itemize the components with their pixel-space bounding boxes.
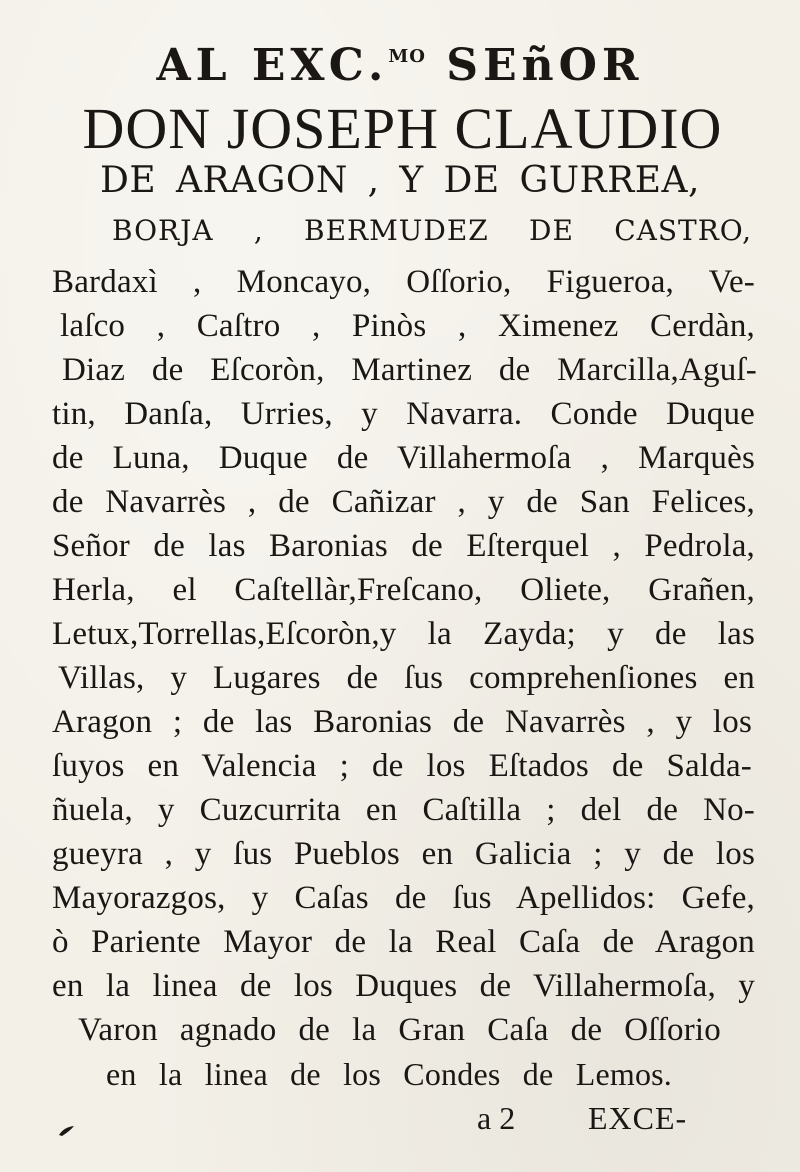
- body-text-line: Villas, y Lugares de ſus comprehenſiones en: [58, 660, 755, 696]
- dedication-title-main: AL EXC.: [156, 40, 389, 91]
- body-text-line: Varon agnado de la Gran Caſa de Oſſorio: [78, 1012, 721, 1048]
- dedicatee-lineage-line: BORJA , BERMUDEZ DE CASTRO,: [112, 214, 752, 247]
- catchword: EXCE-: [588, 1100, 688, 1136]
- dedicatee-surnames-line: DE ARAGON , Y DE GURREA,: [100, 160, 700, 201]
- body-text-line: Letux,Torrellas,Eſcoròn,y la Zayda; y de las: [52, 616, 755, 652]
- body-text-line: Diaz de Eſcoròn, Martinez de Marcilla,Aguſ-: [62, 352, 757, 388]
- body-text-line: de Luna, Duque de Villahermoſa , Marquès: [52, 440, 755, 476]
- body-text-line: gueyra , y ſus Pueblos en Galicia ; y de los: [52, 836, 755, 872]
- dedicatee-name: DON JOSEPH CLAUDIO: [82, 96, 723, 161]
- body-text-line: en la linea de los Condes de Lemos.: [106, 1056, 672, 1092]
- signature-mark: a 2: [477, 1100, 516, 1136]
- body-text-line: tin, Danſa, Urries, y Navarra. Conde Duque: [52, 396, 755, 432]
- body-text-line: Aragon ; de las Baronias de Navarrès , y los: [52, 704, 752, 740]
- body-text-line: ſuyos en Valencia ; de los Eſtados de Salda-: [52, 748, 752, 784]
- body-text-line: ñuela, y Cuzcurrita en Caſtilla ; del de No-: [52, 792, 755, 828]
- ink-blot-icon: [58, 1125, 76, 1137]
- body-text-line: de Navarrès , de Cañizar , y de San Felices,: [52, 484, 755, 520]
- body-text-line: Mayorazgos, y Caſas de ſus Apellidos: Gefe,: [52, 880, 755, 916]
- body-text-line: Señor de las Baronias de Eſterquel , Pedrola,: [52, 528, 755, 564]
- dedication-title-line: [150, 40, 650, 91]
- dedication-title-superscript: MO: [388, 46, 426, 67]
- body-text-line: Herla, el Caſtellàr,Freſcano, Oliete, Grañen,: [52, 572, 755, 608]
- dedication-title-end: SEñOR: [425, 40, 644, 91]
- body-text-line: ò Pariente Mayor de la Real Caſa de Aragon: [52, 924, 755, 960]
- body-text-line: laſco , Caſtro , Pinòs , Ximenez Cerdàn,: [60, 308, 755, 344]
- body-text-line: en la linea de los Duques de Villahermoſa, y: [52, 968, 755, 1004]
- body-text-line: Bardaxì , Moncayo, Oſſorio, Figueroa, Ve-: [52, 264, 755, 300]
